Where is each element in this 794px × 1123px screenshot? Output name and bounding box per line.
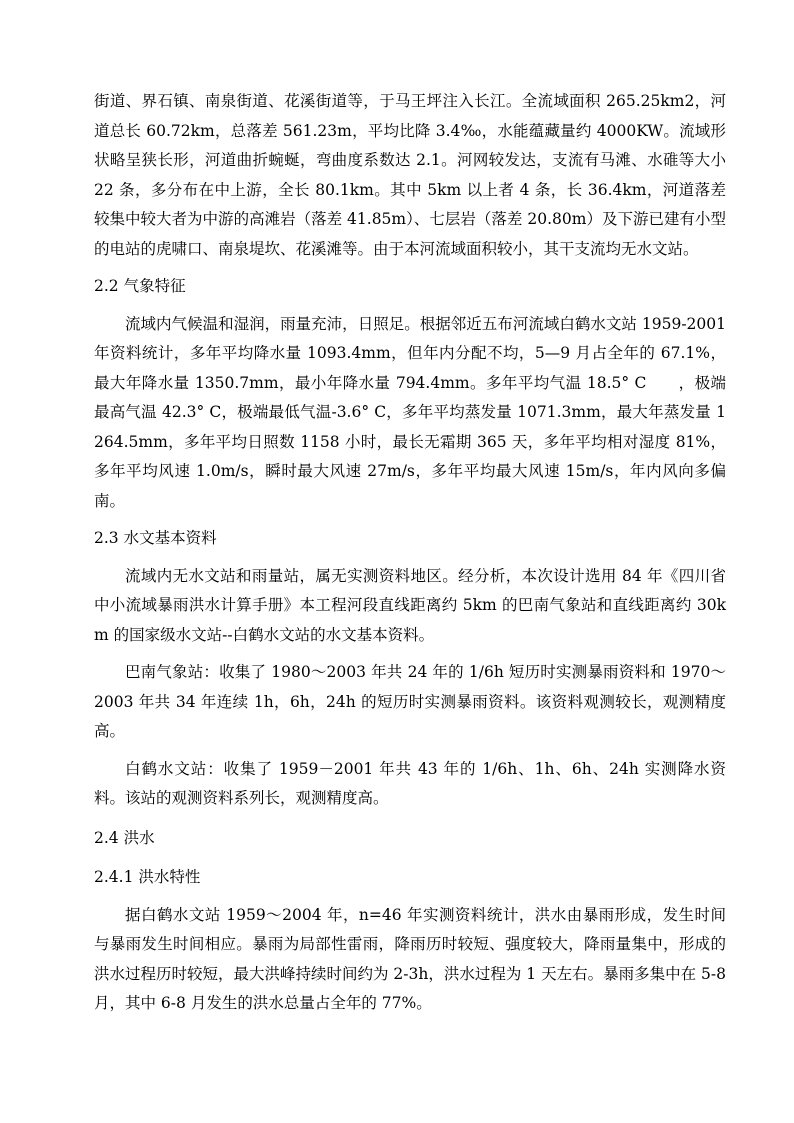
subsection-heading-2-4-1: 2.4.1 洪水特性 (94, 868, 201, 886)
spacer (94, 554, 726, 562)
document-page (94, 0, 726, 1019)
climate-paragraph: 流域内气候温和湿润，雨量充沛，日照足。根据邻近五布河流域白鹤水文站 1959-2001 年资料统计，多年平均降水量 1093.4mm，但年内分配不均，5—9 月占全年的 67.1%，最大年降水量 1350.7mm，最小年降水量 794.4mm。多年平均气温 18.5° C ，极端最高气温 42.3° C，极端最低气温-3.6° C，多年平均蒸发量 1071.3mm，最大年蒸发量 1264.5mm，多年平均日照数 1158 小时，最长无霜期 365 天，多年平均相对湿度 81%，多年平均风速 1.0m/s，瞬时最大风速 27m/s，多年平均最大风速 15m/s，年内风向多偏南。 (94, 314, 726, 510)
spacer (94, 302, 726, 310)
flood-characteristics-paragraph: 据白鹤水文站 1959～2004 年，n=46 年实测资料统计，洪水由暴雨形成，发生时间与暴雨发生时间相应。暴雨为局部性雷雨，降雨历时较短、强度较大，降雨量集中，形成的洪水过程历时较短，最大洪峰持续时间约为 2-3h，洪水过程为 1 天左右。暴雨多集中在 5-8 月，其中 6-8 月发生的洪水总量占全年的 77%。 (94, 905, 726, 1012)
hydro-data-paragraph-2: 巴南气象站：收集了 1980～2003 年共 24 年的 1/6h 短历时实测暴雨资料和 1970～2003 年共 34 年连续 1h，6h，24h 的短历时实测暴雨资料。该资料观测较长，观测精度高。 (94, 663, 726, 740)
spacer (94, 893, 726, 901)
top-margin (94, 0, 726, 87)
hydro-data-paragraph-3: 白鹤水文站：收集了 1959－2001 年共 43 年的 1/6h、1h、6h、24h 实测降水资料。该站的观测资料系列长，观测精度高。 (94, 759, 726, 807)
section-heading-2-4: 2.4 洪水 (94, 828, 155, 847)
intro-paragraph: 街道、界石镇、南泉街道、花溪街道等，于马王坪注入长江。全流域面积 265.25km2，河道总长 60.72km，总落差 561.23m，平均比降 3.4‰，水能蕴藏量约 4000KW。流域形状略呈狭长形，河道曲折蜿蜒，弯曲度系数达 2.1。河网较发达，支流有马滩、水碓等大小 22 条，多分布在中上游，全长 80.1km。其中 5km 以上者 4 条，长 36.4km，河道落差较集中较大者为中游的高滩岩（落差 41.85m）、七层岩（落差 20.80m）及下游已建有小型的电站的虎啸口、南泉堤坎、花溪滩等。由于本河流域面积较小，其干支流均无水文站。 (94, 92, 726, 258)
spacer (94, 747, 726, 755)
section-heading-2-3: 2.3 水文基本资料 (94, 529, 217, 547)
spacer (94, 853, 726, 863)
section-heading-2-2: 2.2 气象特征 (94, 277, 186, 295)
spacer (94, 650, 726, 658)
spacer (94, 814, 726, 824)
hydro-data-paragraph-1: 流域内无水文站和雨量站，属无实测资料地区。经分析，本次设计选用 84 年《四川省中小流域暴雨洪水计算手册》本工程河段直线距离约 5km 的巴南气象站和直线距离约 30km 的国家级水文站--白鹤水文站的水文基本资料。 (94, 566, 726, 644)
spacer (94, 264, 726, 272)
spacer (94, 516, 726, 524)
